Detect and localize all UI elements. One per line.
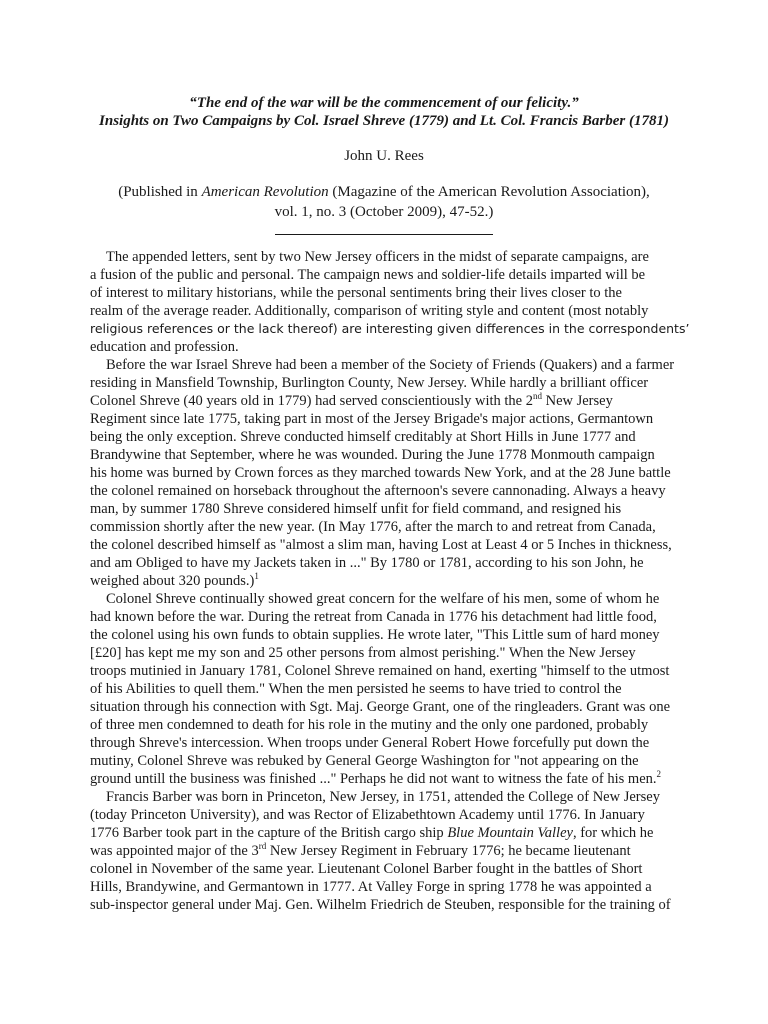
body-line: Colonel Shreve continually showed great concern for the welfare of his men, some of whom he xyxy=(106,591,660,607)
body-line xyxy=(90,842,690,860)
body-line xyxy=(90,572,690,590)
ordinal-superscript: rd xyxy=(258,841,267,851)
body-line: the colonel using his own funds to obtain supplies. He wrote later, "This Little sum of hard money xyxy=(90,627,660,643)
ordinal-superscript: nd xyxy=(532,391,542,401)
body-line: through Shreve's intercession. When troops under General Robert Howe forcefully put down the xyxy=(90,735,650,751)
body-text-span: weighed about 320 pounds.) xyxy=(90,573,255,589)
title-quote: “The end of the war will be the commencement of our felicity.” xyxy=(189,95,579,111)
body-line: Hills, Brandywine, and Germantown in 1777. At Valley Forge in spring 1778 he was appointed a xyxy=(90,879,652,895)
journal-name: American Revolution xyxy=(201,184,329,200)
author-name: John U. Rees xyxy=(344,148,424,164)
footnote-marker: 2 xyxy=(656,769,662,779)
body-line: Before the war Israel Shreve had been a member of the Society of Friends (Quakers) and a farmer xyxy=(106,357,675,373)
body-text-span: New Jersey xyxy=(541,393,613,409)
body-text-span: , for which he xyxy=(572,825,654,841)
body-line: troops mutinied in January 1781, Colonel Shreve remained on hand, exerting "himself to the utmost xyxy=(90,663,670,679)
body-line: situation through his connection with Sgt. Maj. George Grant, one of the ringleaders. Grant was one xyxy=(90,699,671,715)
body-line: of interest to military historians, while the personal sentiments bring their lives closer to the xyxy=(90,285,622,301)
body-line: and am Obliged to have my Jackets taken in ..." By 1780 or 1781, according to his son John, he xyxy=(90,555,644,571)
separator-rule xyxy=(275,233,493,235)
body-line: the colonel remained on horseback throughout the afternoon's severe cannonading. Always a heavy xyxy=(90,483,666,499)
publication-line-1 xyxy=(40,182,728,202)
ship-name: Blue Mountain Valley xyxy=(447,825,573,841)
publication-info xyxy=(40,182,728,242)
body-line: colonel in November of the same year. Lieutenant Colonel Barber fought in the battles of Short xyxy=(90,861,643,877)
body-line: commission shortly after the new year. (In May 1776, after the march to and retreat from Canada, xyxy=(90,519,656,535)
body-text-span: was appointed major of the 3 xyxy=(90,843,259,859)
body-line: had known before the war. During the retreat from Canada in 1776 his detachment had little food, xyxy=(90,609,657,625)
body-line: his home was burned by Crown forces as they marched towards New York, and at the 28 June battle xyxy=(90,465,671,481)
body-line: religious references or the lack thereof) are interesting given differences in the correspondents’ xyxy=(90,321,690,336)
body-line: mutiny, Colonel Shreve was rebuked by General George Washington for "not appearing on the xyxy=(90,753,639,769)
body-line: [£20] has kept me my son and 25 other persons from almost perishing." When the New Jersey xyxy=(90,645,636,661)
body-line: the colonel described himself as "almost a slim man, having Lost at Least 4 or 5 Inches in thickness, xyxy=(90,537,672,553)
publication-suffix: (Magazine of the American Revolution Association), xyxy=(328,184,650,200)
body-line: a fusion of the public and personal. The campaign news and soldier-life details imparted will be xyxy=(90,267,646,283)
body-line: being the only exception. Shreve conducted himself creditably at Short Hills in June 1777 and xyxy=(90,429,636,445)
body-line: of his Abilities to quell them." When the men persisted he seems to have tried to control the xyxy=(90,681,622,697)
body-text-span: Colonel Shreve (40 years old in 1779) had served conscientiously with the 2 xyxy=(90,393,533,409)
body-line: man, by summer 1780 Shreve considered himself unfit for field command, and resigned his xyxy=(90,501,622,517)
body-line: of three men condemned to death for his role in the mutiny and the only one pardoned, probably xyxy=(90,717,649,733)
publication-line-2: vol. 1, no. 3 (October 2009), 47-52.) xyxy=(274,204,494,220)
body-text-span: ground untill the business was finished ..." Perhaps he did not want to witness the fate of his men. xyxy=(90,771,657,787)
article-title xyxy=(40,94,728,130)
body-line: Brandywine that September, where he was wounded. During the June 1778 Monmouth campaign xyxy=(90,447,655,463)
body-line: Regiment since late 1775, taking part in most of the Jersey Brigade's major actions, Germantown xyxy=(90,411,654,427)
body-line: The appended letters, sent by two New Jersey officers in the midst of separate campaigns, are xyxy=(106,249,649,265)
body-text-span: 1776 Barber took part in the capture of the British cargo ship xyxy=(90,825,448,841)
body-text-span: New Jersey Regiment in February 1776; he became lieutenant xyxy=(266,843,631,859)
article-body xyxy=(90,248,690,914)
body-line: education and profession. xyxy=(90,339,239,355)
body-line: sub-inspector general under Maj. Gen. Wilhelm Friedrich de Steuben, responsible for the training of xyxy=(90,897,671,913)
body-line: residing in Mansfield Township, Burlington County, New Jersey. While hardly a brilliant officer xyxy=(90,375,649,391)
body-line xyxy=(90,770,690,788)
body-line xyxy=(90,392,690,410)
body-line: realm of the average reader. Additionally, comparison of writing style and content (most notably xyxy=(90,303,649,319)
footnote-marker: 1 xyxy=(254,571,259,581)
body-line: Francis Barber was born in Princeton, New Jersey, in 1751, attended the College of New Jersey xyxy=(106,789,660,805)
body-line xyxy=(90,824,690,842)
title-subtitle: Insights on Two Campaigns by Col. Israel Shreve (1779) and Lt. Col. Francis Barber (1781) xyxy=(99,113,669,129)
publication-prefix: (Published in xyxy=(118,184,202,200)
separator-rule-row xyxy=(40,222,728,242)
body-line: (today Princeton University), and was Rector of Elizabethtown Academy until 1776. In January xyxy=(90,807,645,823)
